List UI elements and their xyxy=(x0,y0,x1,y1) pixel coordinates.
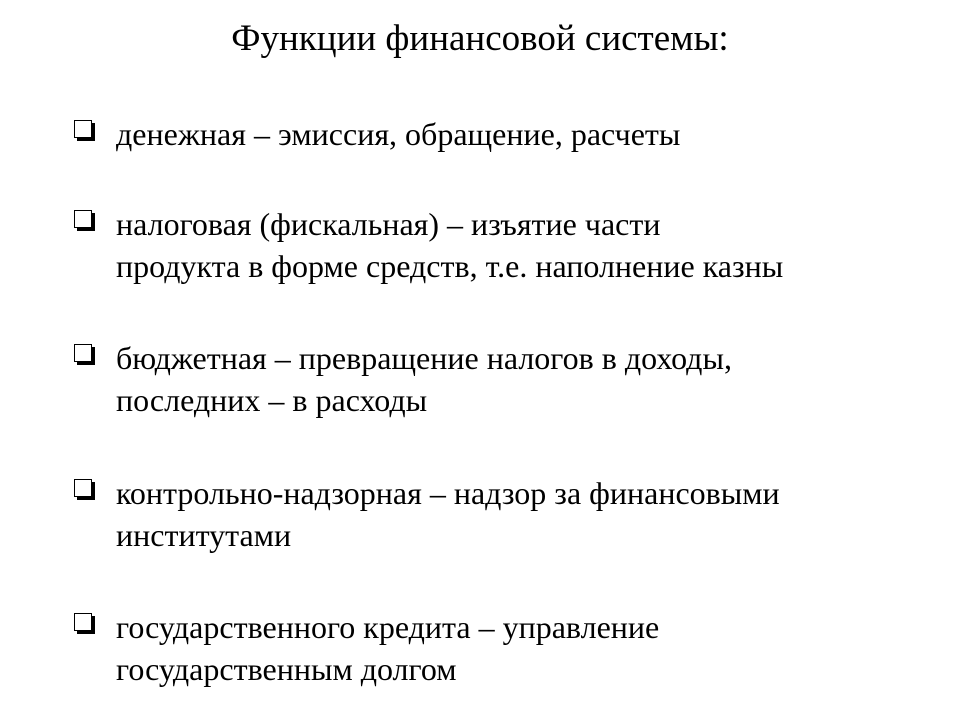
shadowed-square-bullet-icon xyxy=(74,613,92,631)
bullet-text xyxy=(116,606,916,690)
bullet-line: налоговая (фискальная) – изъятие части xyxy=(116,206,661,242)
bullet-text xyxy=(116,337,916,421)
bullet-line: последних – в расходы xyxy=(116,382,428,418)
bullet-text xyxy=(116,203,916,287)
bullet-line: государственным долгом xyxy=(116,651,457,687)
bullet-line: продукта в форме средств, т.е. наполнение казны xyxy=(116,248,784,284)
slide-title: Функции финансовой системы: xyxy=(231,18,729,59)
bullet-line: институтами xyxy=(116,517,292,553)
bullet-line: бюджетная – превращение налогов в доходы, xyxy=(116,340,732,376)
bullet-text xyxy=(116,113,916,155)
shadowed-square-bullet-icon xyxy=(74,120,92,138)
bullet-text xyxy=(116,472,916,556)
bullet-line: контрольно-надзорная – надзор за финансовыми xyxy=(116,475,780,511)
bullet-line: денежная – эмиссия, обращение, расчеты xyxy=(116,116,681,152)
shadowed-square-bullet-icon xyxy=(74,344,92,362)
shadowed-square-bullet-icon xyxy=(74,210,92,228)
shadowed-square-bullet-icon xyxy=(74,479,92,497)
bullet-line: государственного кредита – управление xyxy=(116,609,660,645)
